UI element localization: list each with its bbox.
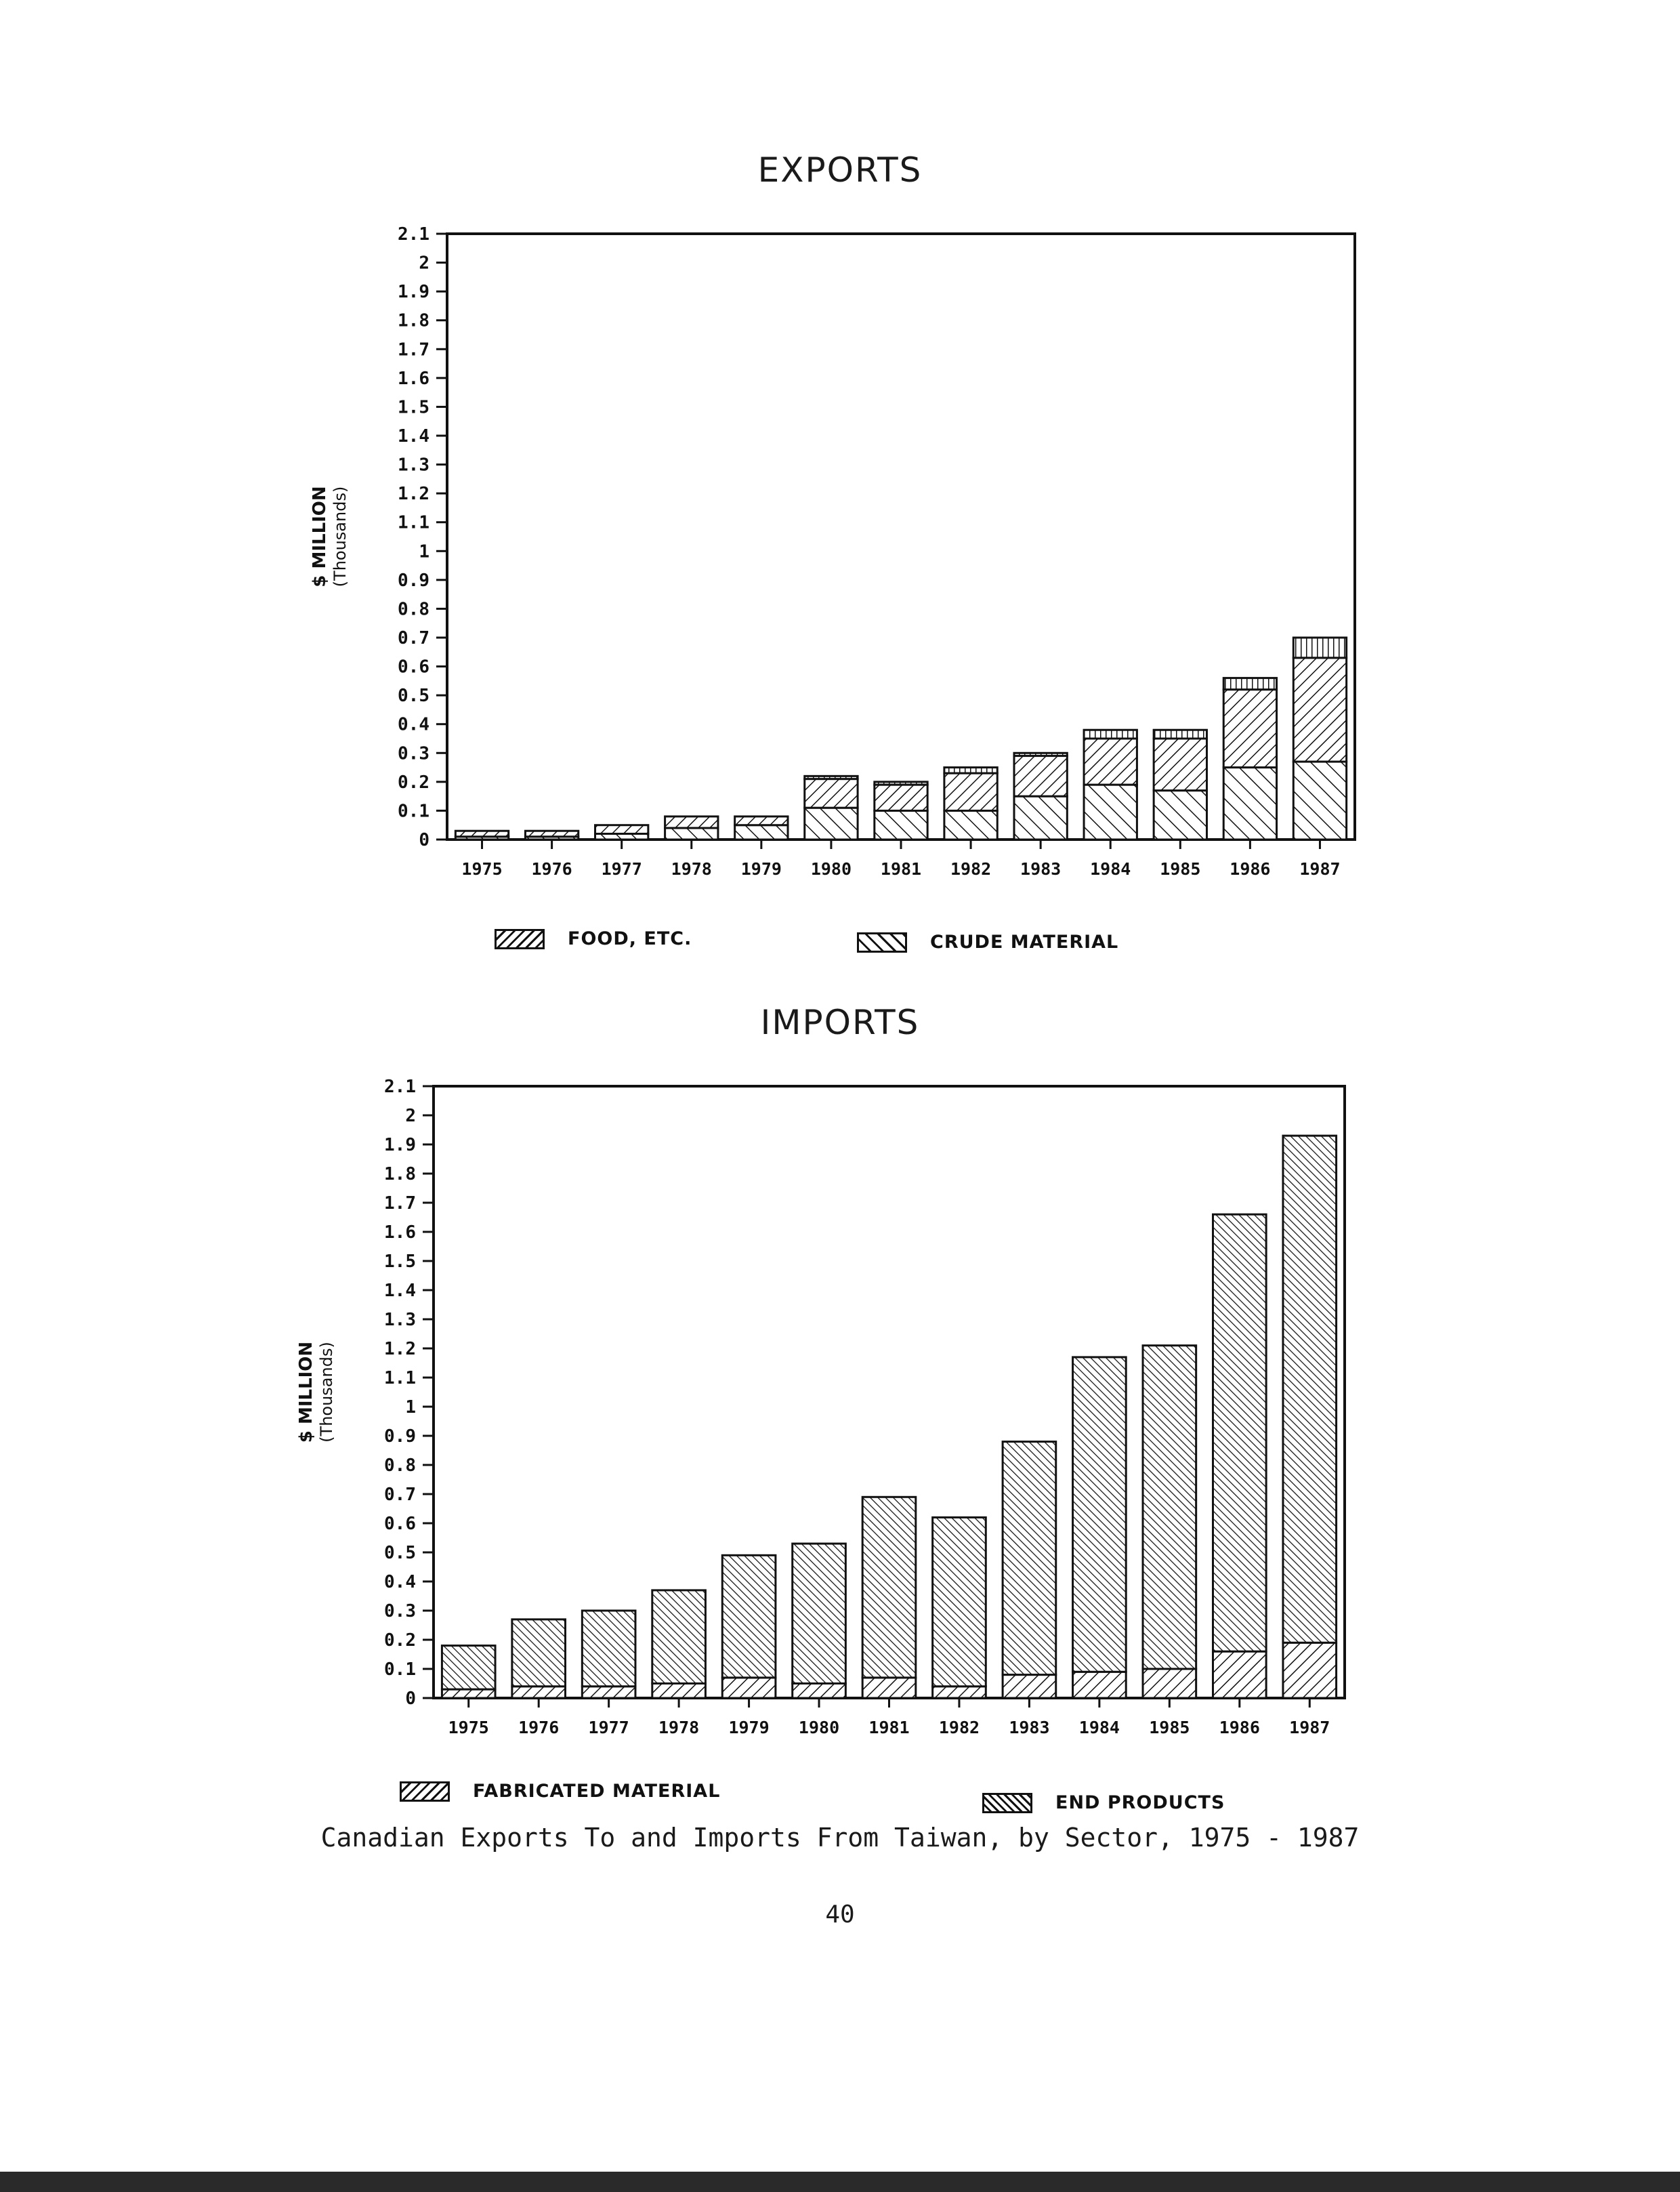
bar-imports-1987-segment-0 <box>1283 1642 1337 1698</box>
bar-imports-1978-segment-1 <box>652 1590 706 1684</box>
bar-imports-1984-segment-1 <box>1073 1357 1127 1672</box>
bar-imports-1977-segment-1 <box>582 1611 635 1687</box>
bar-imports-1982-segment-1 <box>933 1517 986 1686</box>
y-tick-label: 0.4 <box>384 1572 416 1592</box>
bar-imports-1980-segment-1 <box>793 1544 846 1683</box>
y-tick-label: 1.4 <box>398 426 429 447</box>
bar-exports-1980-segment-0 <box>805 808 858 840</box>
y-tick-label: 2.1 <box>398 224 429 245</box>
x-tick-label: 1987 <box>1299 859 1341 879</box>
bar-imports-1979-segment-1 <box>722 1555 776 1678</box>
y-tick-label: 1.8 <box>398 310 429 331</box>
y-tick-label: 0.5 <box>398 686 429 707</box>
y-tick-label: 0.5 <box>384 1543 416 1563</box>
legend-label-food: FOOD, ETC. <box>568 928 692 949</box>
bar-exports-1985-segment-1 <box>1154 739 1206 791</box>
bar-imports-1987-segment-1 <box>1283 1136 1337 1642</box>
exports-legend-crude <box>857 932 1118 953</box>
x-tick-label: 1975 <box>448 1718 489 1737</box>
bar-imports-1981-segment-1 <box>862 1497 916 1678</box>
bar-imports-1976-segment-0 <box>512 1687 566 1698</box>
bar-exports-1987-segment-1 <box>1293 658 1346 762</box>
x-tick-label: 1981 <box>868 1718 910 1737</box>
y-tick-label: 1.3 <box>384 1310 416 1330</box>
y-tick-label: 0.1 <box>384 1659 416 1680</box>
x-tick-label: 1975 <box>461 859 503 879</box>
figure-caption: Canadian Exports To and Imports From Taiwan, by Sector, 1975 - 1987 <box>320 1823 1360 1853</box>
y-tick-label: 1.1 <box>398 512 429 533</box>
x-tick-label: 1980 <box>798 1718 840 1737</box>
bar-exports-1984-segment-0 <box>1084 785 1137 840</box>
bar-imports-1977-segment-0 <box>582 1687 635 1698</box>
x-tick-label: 1977 <box>588 1718 629 1737</box>
bar-imports-1983-segment-0 <box>1003 1675 1056 1698</box>
y-axis-label: $ MILLION <box>296 1341 316 1443</box>
x-tick-label: 1987 <box>1289 1718 1330 1737</box>
y-tick-label: 2 <box>405 1106 416 1126</box>
bar-imports-1980-segment-0 <box>793 1684 846 1699</box>
bar-exports-1979-segment-0 <box>735 825 788 840</box>
imports-legend-end <box>982 1792 1225 1813</box>
hatch-back-swatch-icon <box>982 1793 1032 1813</box>
y-tick-label: 1.8 <box>384 1164 416 1184</box>
exports-legend-food <box>495 928 692 949</box>
bar-imports-1986-segment-0 <box>1213 1651 1266 1698</box>
x-tick-label: 1982 <box>938 1718 980 1737</box>
bar-exports-1986-segment-0 <box>1223 768 1276 840</box>
y-tick-label: 1.7 <box>398 339 429 360</box>
exports-chart <box>0 203 1680 894</box>
imports-chart <box>0 1057 1680 1748</box>
scan-edge <box>0 2172 1680 2192</box>
bar-imports-1976-segment-1 <box>512 1619 566 1687</box>
x-tick-label: 1977 <box>601 859 642 879</box>
y-axis-label: $ MILLION <box>310 486 330 587</box>
bar-exports-1986-segment-1 <box>1223 690 1276 768</box>
hatch-forward-swatch-icon <box>495 929 545 949</box>
y-axis-label-units: (Thousands) <box>317 1342 336 1443</box>
bar-exports-1981-segment-0 <box>875 810 927 840</box>
x-tick-label: 1978 <box>658 1718 700 1737</box>
bar-imports-1982-segment-0 <box>933 1687 986 1698</box>
bar-exports-1984-segment-2 <box>1084 730 1137 739</box>
x-tick-label: 1982 <box>950 859 992 879</box>
bar-exports-1982-segment-2 <box>944 768 997 774</box>
y-tick-label: 0.6 <box>384 1514 416 1534</box>
bar-exports-1980-segment-2 <box>805 776 858 779</box>
imports-legend-fabricated <box>400 1781 720 1802</box>
plot-frame <box>447 234 1355 840</box>
bar-exports-1987-segment-2 <box>1293 638 1346 658</box>
y-tick-label: 1.9 <box>384 1135 416 1155</box>
x-tick-label: 1983 <box>1009 1718 1050 1737</box>
bar-exports-1978-segment-1 <box>665 816 718 828</box>
bar-exports-1983-segment-1 <box>1014 756 1067 797</box>
y-tick-label: 1 <box>405 1397 416 1418</box>
imports-chart-title: IMPORTS <box>760 1003 920 1042</box>
bar-exports-1983-segment-0 <box>1014 796 1067 840</box>
bar-exports-1986-segment-2 <box>1223 678 1276 690</box>
y-tick-label: 1.1 <box>384 1368 416 1388</box>
y-tick-label: 1.6 <box>398 368 429 389</box>
y-tick-label: 0.9 <box>384 1426 416 1447</box>
x-tick-label: 1985 <box>1149 1718 1190 1737</box>
bar-exports-1984-segment-1 <box>1084 739 1137 785</box>
x-tick-label: 1976 <box>531 859 572 879</box>
page-number: 40 <box>825 1901 855 1928</box>
legend-label-fabricated: FABRICATED MATERIAL <box>473 1781 721 1802</box>
y-tick-label: 0.1 <box>398 801 429 822</box>
bar-exports-1983-segment-2 <box>1014 753 1067 756</box>
bar-exports-1985-segment-2 <box>1154 730 1206 739</box>
x-tick-label: 1984 <box>1090 859 1131 879</box>
bar-imports-1975-segment-1 <box>442 1646 495 1690</box>
y-tick-label: 0.2 <box>384 1630 416 1651</box>
y-tick-label: 1.9 <box>398 282 429 303</box>
bar-exports-1979-segment-1 <box>735 816 788 825</box>
bar-exports-1976-segment-1 <box>525 831 578 837</box>
y-tick-label: 0.8 <box>398 599 429 620</box>
x-tick-label: 1984 <box>1078 1718 1120 1737</box>
bar-exports-1975-segment-1 <box>455 831 508 837</box>
y-tick-label: 1.7 <box>384 1193 416 1214</box>
x-tick-label: 1985 <box>1160 859 1201 879</box>
bar-imports-1983-segment-1 <box>1003 1442 1056 1675</box>
y-tick-label: 2 <box>419 253 429 274</box>
y-tick-label: 2.1 <box>384 1077 416 1097</box>
y-tick-label: 0.4 <box>398 714 429 735</box>
hatch-back-swatch-icon <box>857 932 907 953</box>
bar-exports-1978-segment-0 <box>665 828 718 840</box>
x-tick-label: 1986 <box>1230 859 1271 879</box>
exports-chart-title: EXPORTS <box>757 150 923 190</box>
bar-imports-1984-segment-0 <box>1073 1672 1127 1698</box>
x-tick-label: 1979 <box>740 859 782 879</box>
x-tick-label: 1976 <box>518 1718 560 1737</box>
x-tick-label: 1981 <box>880 859 922 879</box>
y-tick-label: 0.7 <box>384 1485 416 1505</box>
x-tick-label: 1979 <box>728 1718 770 1737</box>
bar-exports-1982-segment-0 <box>944 810 997 840</box>
x-tick-label: 1983 <box>1020 859 1062 879</box>
y-tick-label: 1.5 <box>384 1252 416 1272</box>
y-tick-label: 1.5 <box>398 397 429 418</box>
bar-imports-1978-segment-0 <box>652 1684 706 1699</box>
bar-exports-1981-segment-1 <box>875 785 927 810</box>
y-tick-label: 1.3 <box>398 455 429 476</box>
y-tick-label: 0 <box>405 1689 416 1709</box>
y-tick-label: 1.6 <box>384 1222 416 1243</box>
y-tick-label: 1.2 <box>398 484 429 505</box>
y-tick-label: 0.6 <box>398 657 429 678</box>
bar-exports-1985-segment-0 <box>1154 791 1206 840</box>
hatch-forward-swatch-icon <box>400 1781 450 1802</box>
y-tick-label: 1.4 <box>384 1281 416 1301</box>
legend-label-crude: CRUDE MATERIAL <box>930 932 1119 953</box>
bar-imports-1981-segment-0 <box>862 1678 916 1698</box>
bar-imports-1975-segment-0 <box>442 1689 495 1698</box>
bar-exports-1980-segment-1 <box>805 779 858 808</box>
bar-exports-1987-segment-0 <box>1293 762 1346 840</box>
bar-imports-1985-segment-0 <box>1143 1669 1196 1698</box>
y-axis-label-units: (Thousands) <box>331 486 350 587</box>
bar-imports-1979-segment-0 <box>722 1678 776 1698</box>
bar-exports-1982-segment-1 <box>944 773 997 810</box>
y-tick-label: 0.7 <box>398 628 429 648</box>
y-tick-label: 0 <box>419 830 429 850</box>
x-tick-label: 1980 <box>810 859 852 879</box>
x-tick-label: 1978 <box>671 859 712 879</box>
y-tick-label: 0.8 <box>384 1455 416 1476</box>
y-tick-label: 1 <box>419 541 429 562</box>
bar-imports-1986-segment-1 <box>1213 1214 1266 1651</box>
bar-exports-1977-segment-1 <box>595 825 648 834</box>
y-tick-label: 0.2 <box>398 772 429 793</box>
bar-imports-1985-segment-1 <box>1143 1346 1196 1669</box>
y-tick-label: 1.2 <box>384 1339 416 1359</box>
y-tick-label: 0.3 <box>398 743 429 764</box>
y-tick-label: 0.3 <box>384 1601 416 1621</box>
y-tick-label: 0.9 <box>398 570 429 591</box>
legend-label-end: END PRODUCTS <box>1055 1792 1225 1813</box>
x-tick-label: 1986 <box>1219 1718 1260 1737</box>
bar-exports-1981-segment-2 <box>875 782 927 785</box>
